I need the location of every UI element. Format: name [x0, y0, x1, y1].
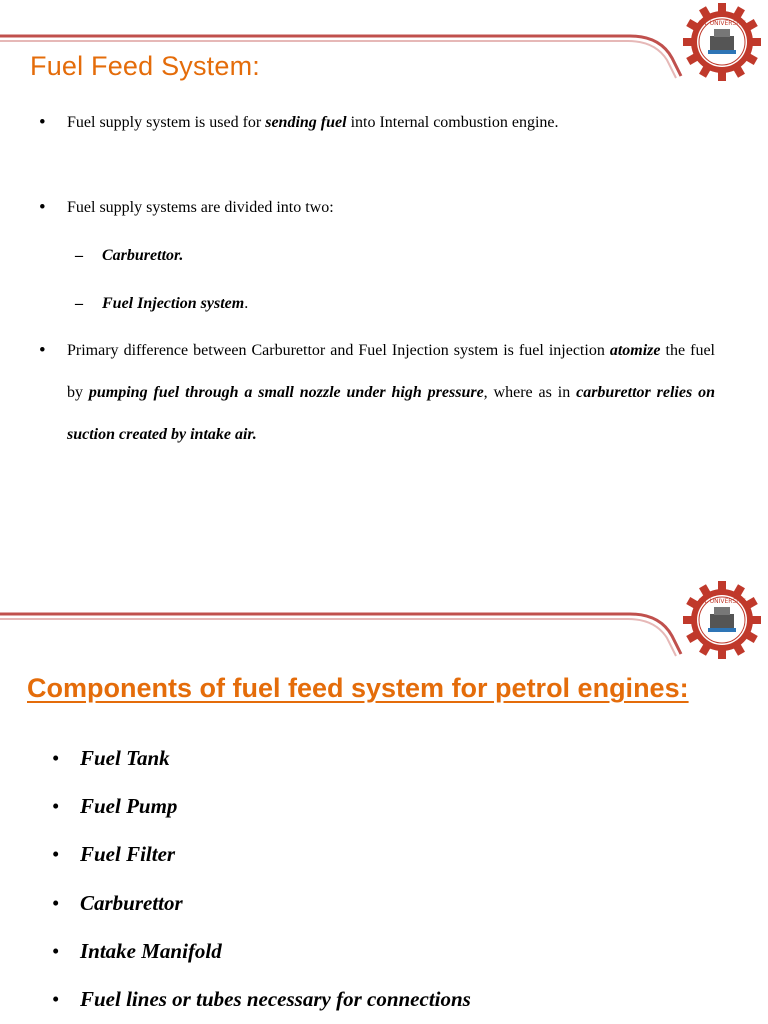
list-item: • Fuel lines or tubes necessary for connections	[52, 987, 471, 1011]
slide-2	[0, 578, 768, 1024]
university-logo-icon	[682, 2, 762, 82]
slide-title: Components of fuel feed system for petrol engines:	[27, 673, 689, 703]
list-item: • Fuel Tank	[52, 746, 170, 770]
bullet-1: • Fuel supply system is used for sending fuel into Internal combustion engine.	[39, 112, 559, 133]
header-rule	[0, 0, 768, 100]
list-item: • Fuel Pump	[52, 794, 178, 818]
list-item: • Carburettor	[52, 891, 183, 915]
svg-text:K L UNIVERSITY: K L UNIVERSITY	[698, 20, 746, 27]
slide-title: Fuel Feed System:	[30, 51, 260, 81]
sub-item-carburettor: – Carburettor.	[75, 247, 184, 264]
list-item: • Intake Manifold	[52, 939, 222, 963]
svg-text:K L UNIVERSITY: K L UNIVERSITY	[698, 598, 746, 605]
list-item: • Fuel Filter	[52, 842, 176, 866]
header-rule	[0, 578, 768, 678]
bullet-3: • Primary difference between Carburettor and Fuel Injection system is fuel injection atomize the fuel by pumping fuel through a small nozzle under high pressure, where as in carburettor relies on suction created by intake air.	[39, 340, 715, 443]
bullet-2: • Fuel supply systems are divided into two:	[39, 197, 334, 218]
university-logo-icon	[682, 580, 762, 660]
sub-item-fuel-injection: – Fuel Injection system.	[75, 295, 249, 312]
